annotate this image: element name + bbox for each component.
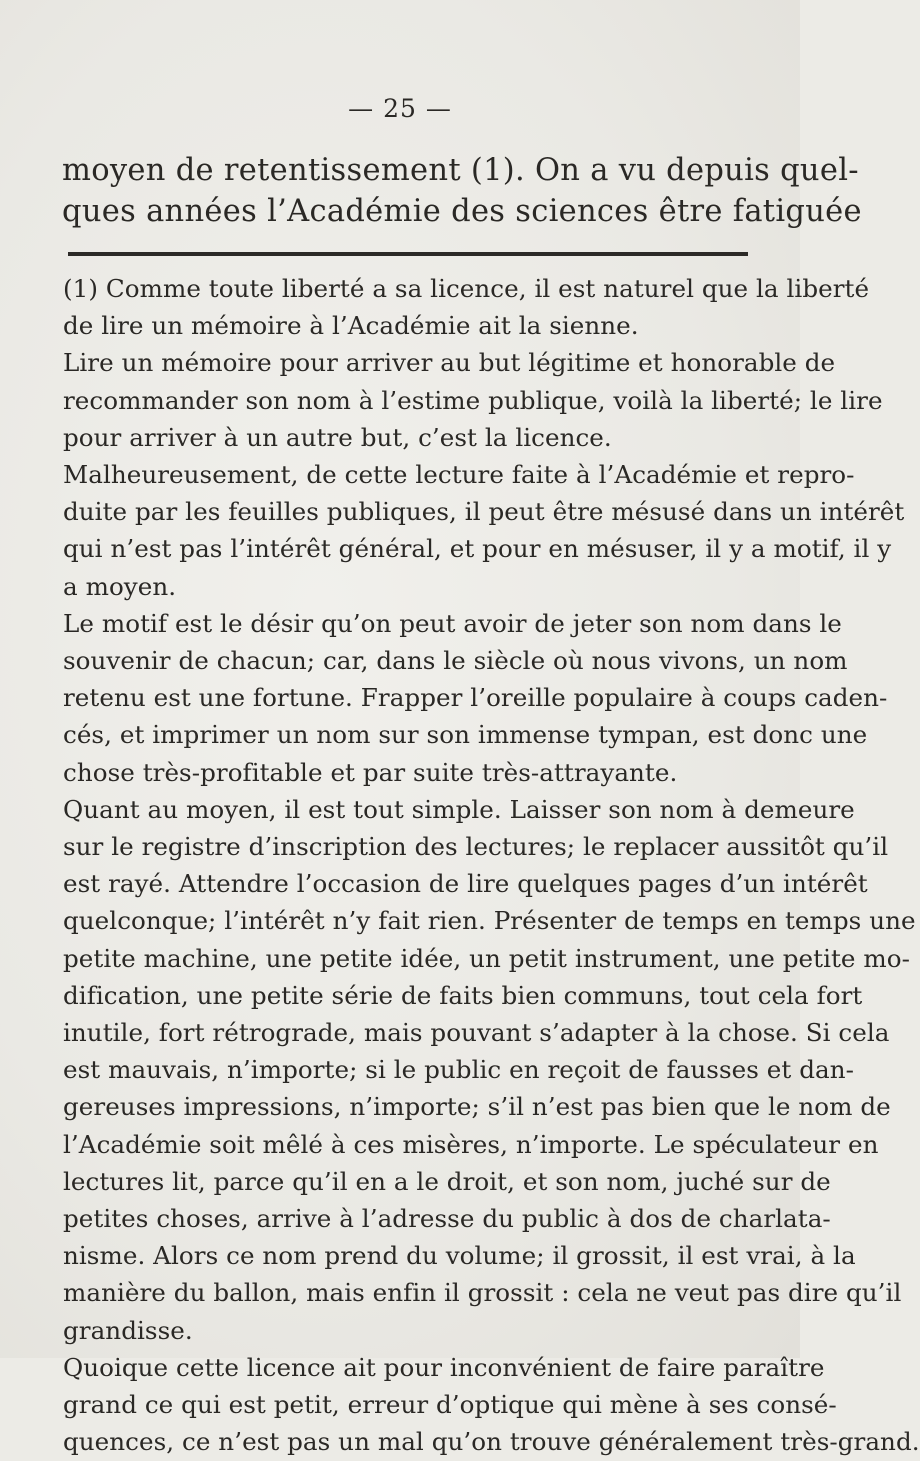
footnote-line: grand ce qui est petit, erreur d’optique qui mène à ses consé-: [63, 1390, 837, 1420]
footnote-line: inutile, fort rétrograde, mais pouvant s’adapter à la chose. Si cela: [63, 1018, 890, 1048]
main-text: [62, 150, 862, 232]
footnote-line: Quant au moyen, il est tout simple. Laisser son nom à demeure: [63, 794, 855, 824]
footnote-line: Lire un mémoire pour arriver au but légitime et honorable de: [63, 348, 836, 378]
footnote-line: retenu est une fortune. Frapper l’oreille populaire à coups caden-: [63, 683, 888, 713]
main-text-line: ques années l’Académie des sciences être fatiguée: [62, 194, 862, 229]
footnote-line: souvenir de chacun; car, dans le siècle où nous vivons, un nom: [63, 646, 848, 676]
footnote-line: Malheureusement, de cette lecture faite à l’Académie et repro-: [63, 460, 855, 490]
footnote-line: pour arriver à un autre but, c’est la licence.: [63, 422, 612, 452]
footnote-line: petites choses, arrive à l’adresse du public à dos de charlata-: [63, 1204, 831, 1234]
footnote-line: Le motif est le désir qu’on peut avoir de jeter son nom dans le: [63, 608, 842, 638]
footnote-line: sur le registre d’inscription des lectures; le replacer aussitôt qu’il: [63, 832, 889, 862]
footnote-line: nisme. Alors ce nom prend du volume; il grossit, il est vrai, à la: [63, 1241, 856, 1271]
footnote: [63, 270, 920, 1461]
footnote-line: de lire un mémoire à l’Académie ait la sienne.: [63, 311, 639, 341]
page-number: — 25 —: [348, 94, 452, 123]
footnote-line: recommander son nom à l’estime publique, voilà la liberté; le lire: [63, 385, 883, 415]
footnote-line: est mauvais, n’importe; si le public en reçoit de fausses et dan-: [63, 1055, 854, 1085]
footnote-line: l’Académie soit mêlé à ces misères, n’importe. Le spéculateur en: [63, 1129, 879, 1159]
footnote-divider: [68, 252, 748, 256]
main-text-line: moyen de retentissement (1). On a vu depuis quel-: [62, 153, 859, 188]
footnote-line: grandisse.: [63, 1315, 193, 1345]
footnote-line: quences, ce n’est pas un mal qu’on trouve généralement très-grand.: [63, 1427, 920, 1457]
footnote-line: manière du ballon, mais enfin il grossit : cela ne veut pas dire qu’il: [63, 1278, 902, 1308]
footnote-line: est rayé. Attendre l’occasion de lire quelques pages d’un intérêt: [63, 869, 868, 899]
footnote-line: lectures lit, parce qu’il en a le droit, et son nom, juché sur de: [63, 1166, 831, 1196]
footnote-line: cés, et imprimer un nom sur son immense tympan, est donc une: [63, 720, 868, 750]
footnote-line: quelconque; l’intérêt n’y fait rien. Présenter de temps en temps une: [63, 906, 916, 936]
footnote-line: Quoique cette licence ait pour inconvénient de faire paraître: [63, 1352, 825, 1382]
footnote-line: chose très-profitable et par suite très-attrayante.: [63, 757, 678, 787]
footnote-line: petite machine, une petite idée, un petit instrument, une petite mo-: [63, 943, 910, 973]
footnote-line: a moyen.: [63, 571, 177, 601]
footnote-line: duite par les feuilles publiques, il peut être mésusé dans un intérêt: [63, 497, 905, 527]
footnote-line: (1) Comme toute liberté a sa licence, il est naturel que la liberté: [63, 274, 870, 303]
footnote-line: dification, une petite série de faits bien communs, tout cela fort: [63, 980, 863, 1010]
footnote-line: gereuses impressions, n’importe; s’il n’est pas bien que le nom de: [63, 1092, 891, 1122]
footnote-line: qui n’est pas l’intérêt général, et pour en mésuser, il y a motif, il y: [63, 534, 892, 564]
